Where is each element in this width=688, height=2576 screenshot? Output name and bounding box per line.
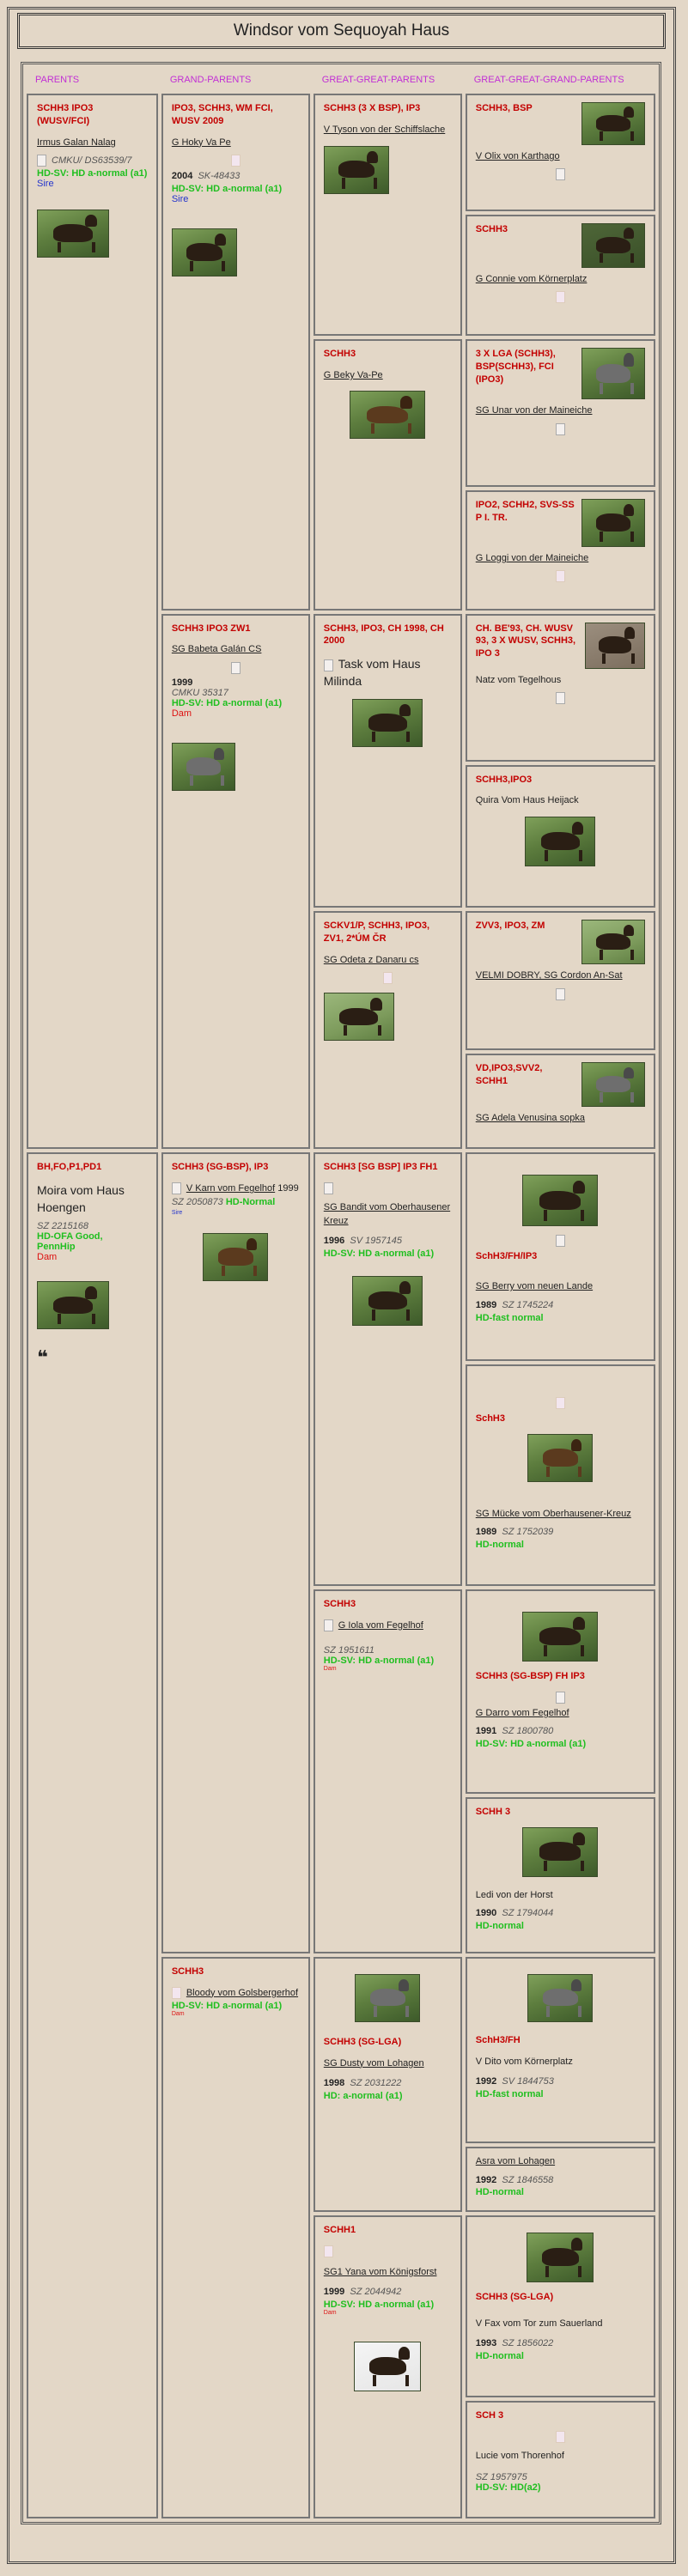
header-grand-parents: GRAND-PARENTS	[169, 75, 252, 85]
gp-cell-4	[161, 1957, 310, 2518]
gggp-name-link[interactable]: Asra vom Lohagen	[475, 2156, 556, 2167]
gp-title: SCHH3 IPO3 ZW1	[171, 623, 251, 634]
gp-photo[interactable]	[203, 1233, 268, 1281]
ggp-reg: SZ 1951611	[323, 1644, 374, 1656]
gggp-title: SCH 3	[475, 2410, 504, 2421]
gggp-reg: SZ 1800780	[502, 1726, 554, 1737]
sire-photo[interactable]	[37, 210, 109, 258]
ggp-cell-5	[314, 1152, 462, 1586]
gggp-cell-7	[466, 911, 655, 1050]
ggp-title: SCHH3 (SG-LGA)	[323, 2036, 402, 2047]
gp-year: 1999	[171, 677, 193, 688]
gggp-photo[interactable]	[581, 920, 645, 964]
gggp-hd: HD-fast normal	[475, 1312, 544, 1323]
gggp-hd: HD-normal	[475, 1920, 524, 1931]
ggp-photo[interactable]	[324, 993, 394, 1041]
sire-title: SCHH3 IPO3 (WUSV/FCI)	[37, 103, 94, 126]
document-icon	[556, 1397, 565, 1409]
ggp-year: 1999	[323, 2287, 345, 2298]
gp-sex: Sire	[171, 194, 189, 205]
gggp-title: SCHH3 (SG-LGA)	[475, 2292, 554, 2302]
ggp-reg: SZ 2044942	[350, 2287, 402, 2298]
ggp-cell-6	[314, 1589, 462, 1953]
gggp-name-link[interactable]: SG Mücke vom Oberhausener-Kreuz	[475, 1508, 631, 1519]
gggp-reg: SZ 1752039	[502, 1527, 554, 1538]
sire-name-link[interactable]: Irmus Galan Nalag	[37, 137, 116, 148]
document-icon	[324, 1619, 333, 1631]
document-icon	[37, 155, 46, 167]
gggp-cell-6	[466, 765, 655, 908]
gp-hd: HD-SV: HD a-normal (a1)	[171, 2000, 283, 2011]
dam-cell	[27, 1152, 158, 2518]
ggp-title: SCKV1/P, SCHH3, IPO3, ZV1, 2*ÚM ČR	[323, 920, 430, 945]
ggp-name-link[interactable]: SG1 Yana vom Königsforst	[323, 2266, 437, 2277]
gp-photo[interactable]	[172, 743, 235, 791]
dam-pennhip: PennHip	[37, 1242, 76, 1253]
gggp-year: 1993	[475, 2338, 497, 2349]
gggp-cell-9	[466, 1152, 655, 1361]
gp-name-link[interactable]: V Karn vom Fegelhof	[186, 1183, 276, 1194]
gggp-cell-5	[466, 614, 655, 762]
ggp-reg: SV 1957145	[350, 1236, 402, 1247]
gggp-title: SCHH3, BSP	[475, 103, 533, 113]
gggp-name-link[interactable]: SG Adela Venusina sopka	[475, 1113, 585, 1124]
ggp-title: SCHH3	[323, 1599, 356, 1610]
document-icon	[556, 1235, 565, 1247]
ggp-photo[interactable]	[354, 2342, 421, 2391]
ggp-sex: Dam	[323, 2310, 337, 2317]
gggp-cell-13	[466, 1957, 655, 2143]
document-icon	[556, 423, 565, 435]
ggp-photo[interactable]	[355, 1974, 420, 2022]
ggp-hd: HD-SV: HD a-normal (a1)	[323, 1655, 435, 1666]
gggp-photo[interactable]	[522, 1175, 598, 1226]
dam-reg: SZ 2215168	[37, 1221, 88, 1232]
gp-name-link[interactable]: Bloody vom Golsbergerhof	[186, 1987, 299, 1998]
gggp-hd: HD-normal	[475, 1540, 524, 1551]
ggp-title: SCHH3, IPO3, CH 1998, CH 2000	[323, 623, 444, 647]
pedigree-table	[21, 62, 661, 2524]
gggp-reg: SZ 1856022	[502, 2338, 554, 2349]
gggp-hd: HD-fast normal	[475, 2088, 544, 2099]
document-icon	[556, 291, 565, 303]
ggp-reg: SZ 2031222	[350, 2077, 402, 2088]
gggp-photo[interactable]	[581, 499, 645, 547]
gggp-photo[interactable]	[525, 817, 595, 866]
gggp-name-link[interactable]: G Darro vom Fegelhof	[475, 1707, 569, 1718]
gggp-hd: HD-normal	[475, 2187, 524, 2198]
gggp-cell-4	[466, 490, 655, 611]
gp-title: SCHH3 (SG-BSP), IP3	[171, 1162, 269, 1173]
document-icon	[172, 1182, 181, 1194]
gp-cell-2	[161, 614, 310, 1150]
ggp-cell-3	[314, 614, 462, 908]
sire-sex: Sire	[37, 179, 54, 190]
document-icon	[556, 168, 565, 180]
ggp-title: SCHH3	[323, 349, 356, 360]
gggp-cell-8	[466, 1054, 655, 1149]
gggp-photo[interactable]	[581, 1062, 645, 1107]
gggp-name-link[interactable]: V Olix von Karthago	[475, 151, 560, 161]
gggp-reg: SZ 1745224	[502, 1299, 554, 1310]
ggp-name-link[interactable]: G Iola vom Fegelhof	[338, 1619, 423, 1631]
document-icon	[231, 155, 240, 167]
document-icon	[556, 692, 565, 704]
gp-cell-3	[161, 1152, 310, 1953]
header-great-great-grand-parents: GREAT-GREAT-GRAND-PARENTS	[473, 75, 624, 85]
gp-sex: Dam	[171, 2010, 185, 2017]
gggp-cell-3	[466, 339, 655, 487]
ggp-photo[interactable]	[350, 391, 425, 439]
gggp-name-link[interactable]: G Loggi von der Maineiche	[475, 553, 589, 564]
gp-year: 1999	[277, 1183, 299, 1194]
gp-hd: HD-SV: HD a-normal (a1)	[171, 697, 283, 708]
sire-hd: HD-SV: HD a-normal (a1)	[37, 168, 148, 179]
ggp-name-link[interactable]: SG Dusty vom Lohagen	[323, 2057, 424, 2069]
gggp-photo[interactable]	[527, 1974, 593, 2022]
gp-sex: Dam	[171, 708, 192, 719]
gggp-photo[interactable]	[581, 348, 645, 399]
gggp-title: IPO2, SCHH2, SVS-SS P I. TR.	[475, 500, 575, 523]
document-icon	[556, 570, 565, 582]
gggp-year: 1989	[475, 1527, 497, 1538]
ggp-cell-8	[314, 2215, 462, 2518]
gggp-title: SCHH3,IPO3	[475, 774, 533, 785]
gggp-photo[interactable]	[585, 623, 645, 669]
gggp-year: 1992	[475, 2075, 497, 2087]
document-icon	[231, 662, 240, 674]
gggp-title: VD,IPO3,SVV2, SCHH1	[475, 1063, 543, 1087]
gp-photo[interactable]	[172, 228, 237, 276]
document-icon	[172, 1987, 181, 1999]
gggp-title: SCHH 3	[475, 1806, 511, 1817]
gggp-name-link[interactable]: SG Unar von der Maineiche	[475, 405, 593, 416]
gggp-photo[interactable]	[522, 1612, 598, 1662]
gggp-cell-14	[466, 2147, 655, 2212]
gp-name-link[interactable]: SG Babeta Galán CS	[171, 644, 262, 655]
ggp-cell-2	[314, 339, 462, 610]
gggp-year: 1989	[475, 1299, 497, 1310]
ggp-name-link[interactable]: G Beky Va-Pe	[323, 369, 383, 380]
ggp-name-link[interactable]: V Tyson von der Schiffslache	[323, 124, 446, 135]
gggp-name-link[interactable]: Lucie vom Thorenhof	[475, 2451, 564, 2462]
dam-hd: HD-OFA Good,	[37, 1231, 103, 1242]
gggp-photo[interactable]	[527, 2233, 594, 2282]
dam-sex: Dam	[37, 1252, 58, 1263]
gggp-hd: HD-SV: HD a-normal (a1)	[475, 1739, 587, 1750]
gggp-title: SchH3/FH/IP3	[475, 1251, 538, 1262]
gggp-name-link[interactable]: Quira Vom Haus Heijack	[475, 795, 579, 806]
gggp-cell-16	[466, 2401, 655, 2518]
gggp-name-link[interactable]: SG Berry vom neuen Lande	[475, 1281, 594, 1292]
gggp-cell-15	[466, 2215, 655, 2397]
ggp-sex: Dam	[323, 1665, 337, 1672]
gggp-year: 1992	[475, 2174, 497, 2185]
quote-icon: ❝	[37, 1346, 48, 1369]
ggp-year: 1998	[323, 2077, 345, 2088]
gggp-name-link[interactable]: Ledi von der Horst	[475, 1889, 553, 1900]
header-great-great-parents: GREAT-GREAT-PARENTS	[321, 75, 435, 85]
dam-name-link[interactable]: Moira vom Haus Hoengen	[37, 1183, 125, 1214]
gggp-name-link[interactable]: G Connie vom Körnerplatz	[475, 273, 588, 284]
ggp-photo[interactable]	[352, 699, 423, 747]
document-icon	[556, 1692, 565, 1704]
gggp-title: CH. BE'93, CH. WUSV 93, 3 X WUSV, SCHH3, IPO 3	[475, 623, 576, 659]
ggp-cell-1	[314, 94, 462, 336]
document-icon	[324, 1182, 333, 1194]
gggp-cell-1	[466, 94, 655, 211]
sire-reg: CMKU/ DS63539/7	[52, 155, 132, 167]
gggp-title: SCHH3	[475, 223, 508, 234]
document-icon	[383, 972, 393, 984]
ggp-hd: HD: a-normal (a1)	[323, 2090, 403, 2101]
ggp-cell-7	[314, 1957, 462, 2212]
gggp-reg: SV 1844753	[502, 2075, 554, 2087]
gggp-title: 3 X LGA (SCHH3), BSP(SCHH3), FCI (IPO3)	[475, 349, 556, 385]
ggp-name-link[interactable]: SG Odeta z Danaru cs	[323, 955, 419, 966]
gggp-reg: SZ 1846558	[502, 2174, 554, 2185]
gp-title: SCHH3	[171, 1965, 204, 1977]
gp-title: IPO3, SCHH3, WM FCI, WUSV 2009	[171, 103, 273, 126]
gggp-photo[interactable]	[527, 1434, 593, 1482]
gggp-cell-12	[466, 1797, 655, 1953]
gp-year: 2004	[171, 171, 193, 182]
ggp-photo[interactable]	[324, 146, 389, 194]
gggp-cell-10	[466, 1364, 655, 1586]
ggp-name-link[interactable]: Task vom Haus Milinda	[323, 657, 421, 689]
ggp-year: 1996	[323, 1236, 345, 1247]
gggp-title: SCHH3 (SG-BSP) FH IP3	[475, 1671, 585, 1682]
gggp-name-link[interactable]: V Dito vom Körnerplatz	[475, 2056, 573, 2067]
gggp-year: 1990	[475, 1907, 497, 1918]
gp-hd: HD-SV: HD a-normal (a1)	[171, 184, 283, 195]
ggp-hd: HD-SV: HD a-normal (a1)	[323, 2300, 435, 2311]
gp-reg: CMKU 35317	[171, 687, 228, 698]
dam-photo[interactable]	[37, 1281, 109, 1329]
document-icon	[324, 2245, 333, 2257]
ggp-cell-4	[314, 911, 462, 1149]
ggp-title: SCHH3 (3 X BSP), IP3	[323, 103, 421, 113]
dam-title: BH,FO,P1,PD1	[37, 1162, 102, 1173]
ggp-title: SCHH1	[323, 2225, 356, 2235]
gggp-name-link[interactable]: V Fax vom Tor zum Sauerland	[475, 2318, 603, 2329]
gggp-title: SchH3	[475, 1413, 505, 1425]
gggp-photo[interactable]	[581, 223, 645, 268]
header-parents: PARENTS	[35, 75, 80, 85]
ggp-name-link[interactable]: SG Bandit vom Oberhausener Kreuz	[323, 1202, 451, 1226]
gp-reg: SZ 2050873	[171, 1197, 223, 1208]
gggp-title: SchH3/FH	[475, 2034, 521, 2045]
gggp-name-link[interactable]: Natz vom Tegelhous	[475, 674, 562, 685]
gggp-cell-11	[466, 1589, 655, 1794]
page-title: Windsor vom Sequoyah Haus	[17, 13, 666, 49]
gggp-year: 1991	[475, 1726, 497, 1737]
gp-name-link[interactable]: G Hoky Va Pe	[171, 137, 231, 148]
document-icon	[556, 988, 565, 1000]
gggp-reg: SZ 1957975	[475, 2471, 527, 2482]
gggp-photo[interactable]	[522, 1827, 598, 1877]
gggp-photo[interactable]	[581, 102, 645, 145]
gp-hd: HD-Normal	[225, 1197, 276, 1208]
document-icon	[324, 659, 333, 671]
gggp-hd: HD-normal	[475, 2351, 524, 2362]
gp-cell-1	[161, 94, 310, 611]
gggp-reg: SZ 1794044	[502, 1907, 554, 1918]
gggp-cell-2	[466, 215, 655, 337]
gp-sex: Sire	[171, 1210, 183, 1217]
gggp-hd: HD-SV: HD(a2)	[475, 2482, 541, 2493]
gggp-name-link[interactable]: VELMI DOBRY, SG Cordon An-Sat	[475, 970, 623, 981]
document-icon	[556, 2431, 565, 2443]
ggp-title: SCHH3 [SG BSP] IP3 FH1	[323, 1162, 438, 1173]
ggp-hd: HD-SV: HD a-normal (a1)	[323, 1248, 435, 1259]
ggp-photo[interactable]	[352, 1276, 423, 1326]
gggp-title: ZVV3, IPO3, ZM	[475, 920, 545, 932]
sire-cell	[27, 94, 158, 1149]
gp-reg: SK-48433	[198, 171, 240, 182]
